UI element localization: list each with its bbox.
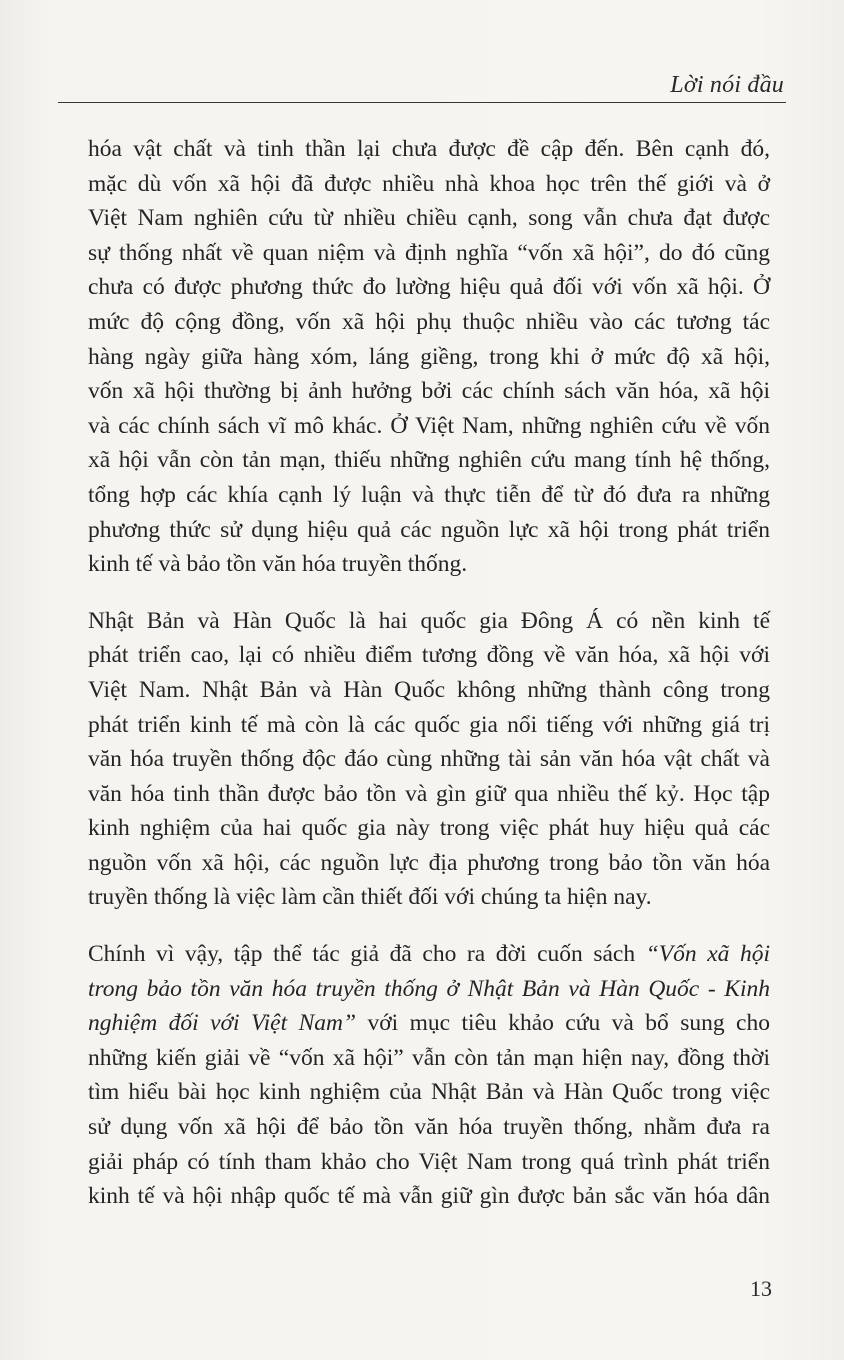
paragraph-2	[88, 604, 770, 915]
text-line: Chính vì vậy, tập thể tác giả đã cho ra đời cuốn sách “Vốn xã hội	[88, 941, 770, 968]
book-title-italic: “Vốn xã hội	[645, 941, 770, 968]
text-line: vốn xã hội thường bị ảnh hưởng bởi các chính sách văn hóa, xã hội	[88, 378, 770, 405]
text-line: hàng ngày giữa hàng xóm, láng giềng, trong khi ở mức độ xã hội,	[88, 343, 770, 370]
paragraph-3	[88, 937, 770, 1214]
text-line: kinh tế và hội nhập quốc tế mà vẫn giữ gìn được bản sắc văn hóa dân	[88, 1183, 770, 1210]
text-line: tìm hiểu bài học kinh nghiệm của Nhật Bản và Hàn Quốc trong việc	[88, 1079, 770, 1106]
text-line: hóa vật chất và tinh thần lại chưa được đề cập đến. Bên cạnh đó,	[88, 136, 770, 162]
text-line: nghiệm đối với Việt Nam” với mục tiêu khảo cứu và bổ sung cho	[88, 1010, 770, 1037]
text-line: và các chính sách vĩ mô khác. Ở Việt Nam, những nghiên cứu về vốn	[88, 412, 770, 439]
paragraph-1	[88, 132, 770, 582]
text-line: trong bảo tồn văn hóa truyền thống ở Nhật Bản và Hàn Quốc - Kinh	[88, 975, 770, 1002]
running-header-title: Lời nói đầu	[670, 72, 784, 98]
text-line: văn hóa truyền thống độc đáo cùng những tài sản văn hóa vật chất và	[88, 746, 770, 773]
header-rule	[58, 102, 786, 103]
text-line: mặc dù vốn xã hội đã được nhiều nhà khoa học trên thế giới và ở	[88, 170, 770, 197]
text-line: xã hội vẫn còn tản mạn, thiếu những nghiên cứu mang tính hệ thống,	[88, 447, 770, 474]
text-line: phát triển cao, lại có nhiều điểm tương đồng về văn hóa, xã hội với	[88, 642, 770, 669]
text-line: giải pháp có tính tham khảo cho Việt Nam trong quá trình phát triển	[88, 1148, 770, 1175]
text-line: Việt Nam. Nhật Bản và Hàn Quốc không những thành công trong	[88, 676, 770, 703]
text-line: Việt Nam nghiên cứu từ nhiều chiều cạnh, song vẫn chưa đạt được	[88, 205, 770, 232]
text-line: sự thống nhất về quan niệm và định nghĩa “vốn xã hội”, do đó cũng	[88, 239, 770, 266]
text-line: nguồn vốn xã hội, các nguồn lực địa phương trong bảo tồn văn hóa	[88, 849, 770, 876]
body-text	[88, 132, 770, 1214]
text-line: phương thức sử dụng hiệu quả các nguồn lực xã hội trong phát triển	[88, 516, 770, 543]
text-line: chưa có được phương thức đo lường hiệu quả đối với vốn xã hội. Ở	[88, 274, 770, 301]
text-line: tổng hợp các khía cạnh lý luận và thực tiễn để từ đó đưa ra những	[88, 481, 770, 508]
text-line: văn hóa tinh thần được bảo tồn và gìn giữ qua nhiều thế kỷ. Học tập	[88, 780, 770, 807]
text-line: truyền thống là việc làm cần thiết đối với chúng ta hiện nay.	[88, 884, 652, 911]
text-line: phát triển kinh tế mà còn là các quốc gia nổi tiếng với những giá trị	[88, 711, 770, 738]
page-number: 13	[750, 1276, 772, 1301]
text-line: mức độ cộng đồng, vốn xã hội phụ thuộc nhiều vào các tương tác	[88, 308, 770, 335]
text-line: Nhật Bản và Hàn Quốc là hai quốc gia Đông Á có nền kinh tế	[88, 607, 770, 634]
text-line: kinh nghiệm của hai quốc gia này trong việc phát huy hiệu quả các	[88, 815, 770, 842]
text-line: những kiến giải về “vốn xã hội” vẫn còn tản mạn hiện nay, đồng thời	[88, 1044, 770, 1071]
text-line: kinh tế và bảo tồn văn hóa truyền thống.	[88, 551, 468, 578]
text-line: sử dụng vốn xã hội để bảo tồn văn hóa truyền thống, nhằm đưa ra	[88, 1114, 770, 1141]
